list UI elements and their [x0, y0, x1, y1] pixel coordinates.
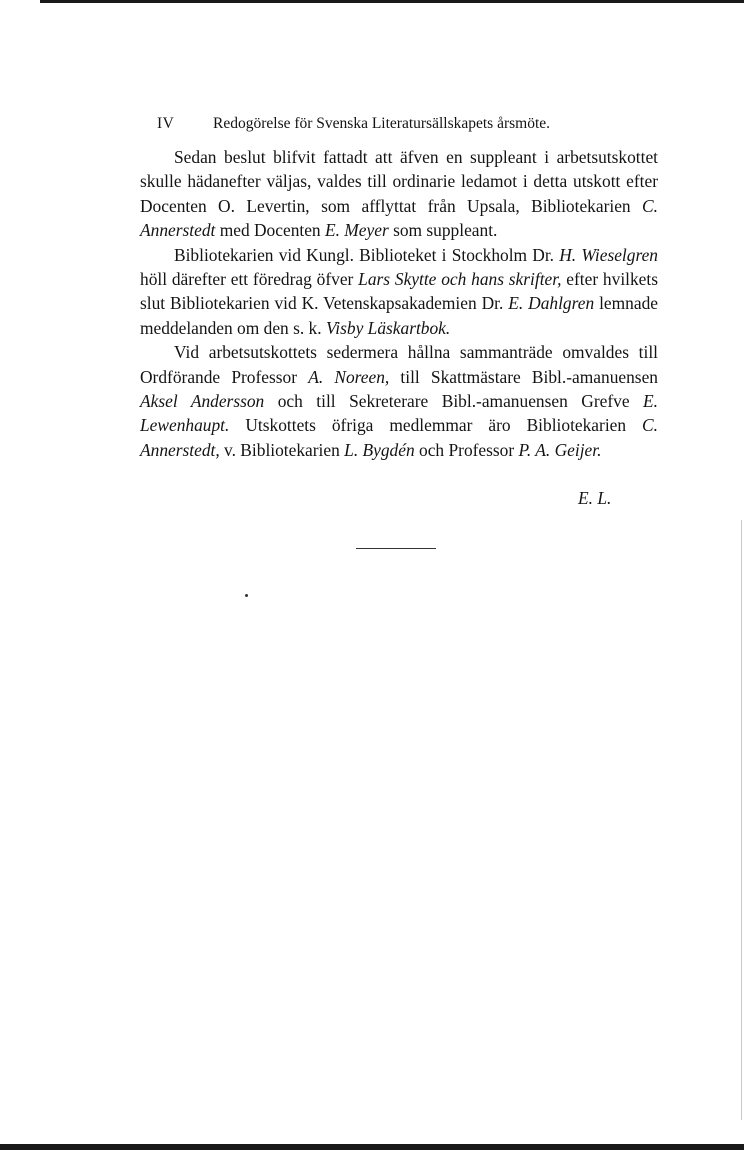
text-run: som suppleant. [388, 220, 498, 241]
text-run: lemnade meddelanden om den s. k. [140, 293, 658, 338]
text-run: höll därefter ett föredrag öfver [140, 269, 359, 290]
italic-name: L. Bygdén [344, 439, 415, 460]
italic-name: C. Annerstedt [140, 195, 658, 241]
italic-name: E. Lewenhaupt. [140, 391, 658, 436]
page-number: IV [157, 115, 175, 132]
text-run: Sedan beslut blifvit fattadt att äfven en suppleant i arbetsutskottet skulle hädanefter väljas, valdes till ordinarie ledamot i detta utskott efter Docenten O. Levertin, som afflyttat från Upsala, Bibliotekarien [140, 147, 658, 216]
text-run: v. Bibliotekarien [219, 439, 345, 460]
running-title: Redogörelse för Svenska Literatursällskapets årsmöte. [213, 115, 551, 132]
paragraph [140, 340, 658, 462]
text-run: och Professor [414, 439, 519, 460]
italic-name: P. A. Geijer. [518, 439, 602, 460]
text-run: Utskottets öfriga medlemmar äro Bibliotekarien [229, 415, 643, 436]
signature: E. L. [578, 488, 612, 508]
print-speck [245, 594, 248, 597]
text-run: och till Sekreterare Bibl.-amanuensen Grefve [264, 391, 644, 412]
paragraph [140, 243, 658, 341]
italic-name: H. Wieselgren [559, 244, 658, 265]
text-run: med Docenten [215, 220, 325, 241]
text-run: Vid arbetsutskottets sedermera hållna sammanträde omvaldes till Ordförande Professor [140, 342, 658, 387]
body-text [140, 145, 658, 462]
text-run: Bibliotekarien vid Kungl. Biblioteket i Stockholm Dr. [174, 244, 560, 265]
section-separator [356, 548, 436, 549]
italic-name: E. Meyer [324, 220, 389, 241]
italic-name: C. Annerstedt, [140, 415, 658, 460]
italic-name: Visby Läskartbok. [325, 317, 451, 338]
running-header [157, 115, 597, 137]
italic-name: E. Dahlgren [508, 293, 595, 314]
bottom-border-rule [0, 1144, 744, 1150]
italic-name: A. Noreen, [308, 366, 390, 387]
paragraph [140, 145, 658, 243]
right-edge-rule [741, 520, 742, 1120]
text-run: efter hvilkets slut Bibliotekarien vid K. Vetenskapsakademien Dr. [140, 269, 658, 314]
italic-name: Lars Skytte och hans skrifter, [358, 269, 562, 290]
text-run: till Skattmästare Bibl.-amanuensen [389, 366, 658, 387]
italic-name: Aksel Andersson [140, 391, 265, 412]
top-border-rule [40, 0, 744, 3]
